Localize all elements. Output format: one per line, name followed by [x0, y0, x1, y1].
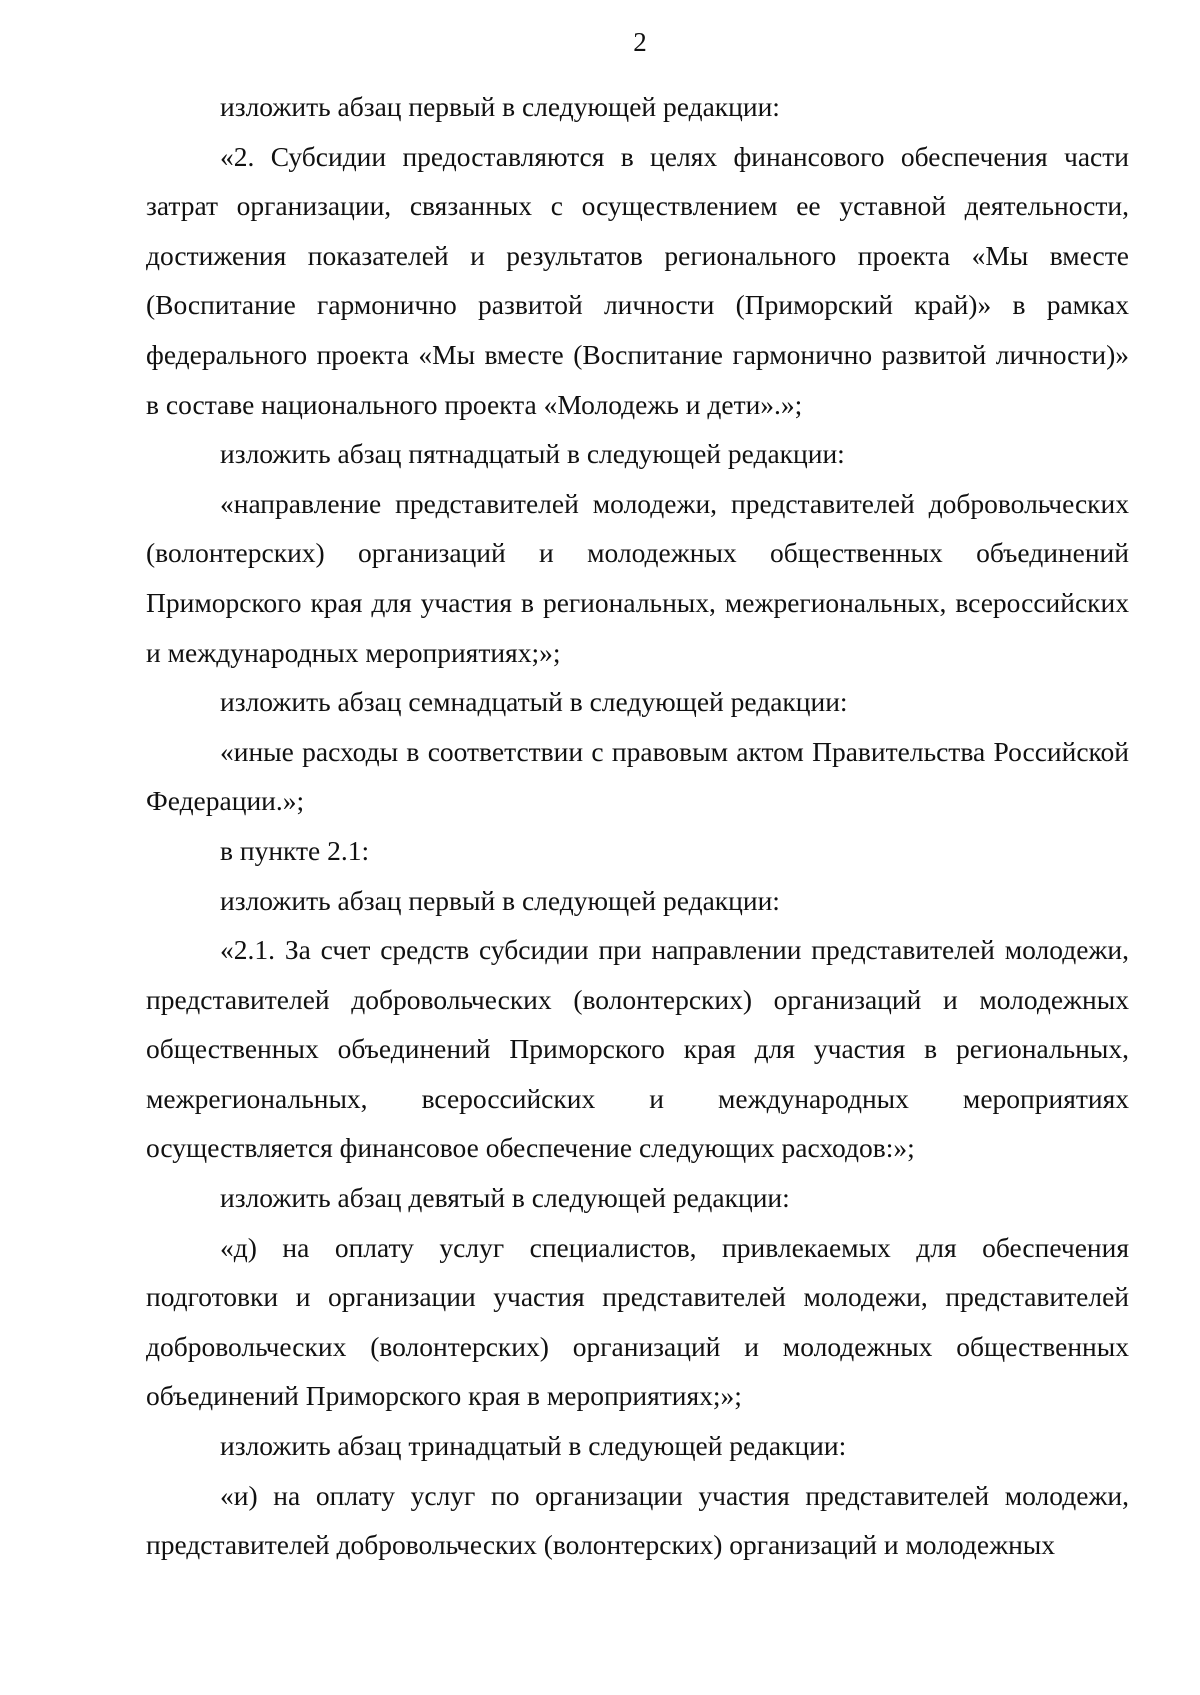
paragraph-7: в пункте 2.1:	[220, 834, 370, 866]
document-body	[146, 82, 1129, 1570]
paragraph-6: «иные расходы в соответствии с правовым актом Правительства Российской Федерации.»;	[146, 735, 1129, 817]
paragraph-9: «2.1. За счет средств субсидии при направлении представителей молодежи, представителей добровольческих (волонтерских) организаций и молодежных общественных объединений Приморского края для участия в региональных, межрегиональных, всероссийских и международных мероприятиях осуществляется финансовое обеспечение следующих расходов:»;	[146, 934, 1129, 1164]
paragraph-12: изложить абзац тринадцатый в следующей редакции:	[220, 1430, 847, 1462]
paragraph-13: «и) на оплату услуг по организации участия представителей молодежи, представителей добровольческих (волонтерских) организаций и молодежных	[146, 1479, 1129, 1561]
paragraph-8: изложить абзац первый в следующей редакции:	[220, 884, 780, 916]
paragraph-2: «2. Субсидии предоставляются в целях финансового обеспечения части затрат организации, связанных с осуществлением ее уставной деятельности, достижения показателей и результатов регионального проекта «Мы вместе (Воспитание гармонично развитой личности (Приморский край)» в рамках федерального проекта «Мы вместе (Воспитание гармонично развитой личности)» в составе национального проекта «Молодежь и дети».»;	[146, 140, 1129, 420]
paragraph-3: изложить абзац пятнадцатый в следующей редакции:	[220, 438, 845, 470]
paragraph-4: «направление представителей молодежи, представителей добровольческих (волонтерских) организаций и молодежных общественных объединений Приморского края для участия в региональных, межрегиональных, всероссийских и международных мероприятиях;»;	[146, 487, 1129, 668]
paragraph-11: «д) на оплату услуг специалистов, привлекаемых для обеспечения подготовки и организации участия представителей молодежи, представителей добровольческих (волонтерских) организаций и молодежных общественных объединений Приморского края в мероприятиях;»;	[146, 1231, 1129, 1412]
paragraph-5: изложить абзац семнадцатый в следующей редакции:	[220, 686, 848, 718]
page-number: 2	[633, 27, 647, 57]
paragraph-10: изложить абзац девятый в следующей редакции:	[220, 1182, 790, 1214]
paragraph-1: изложить абзац первый в следующей редакции:	[220, 91, 780, 122]
